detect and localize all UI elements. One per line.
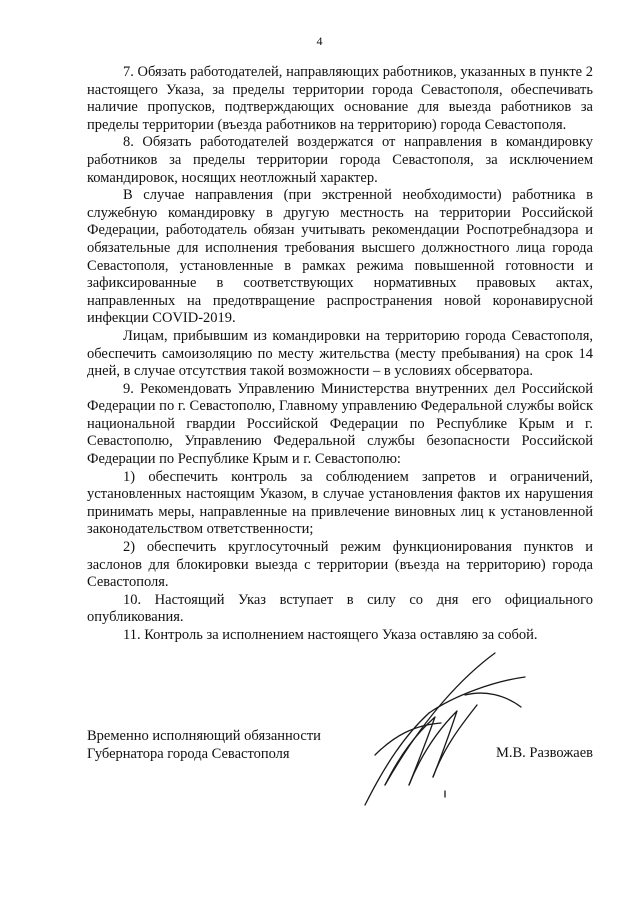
paragraph-11: 11. Контроль за исполнением настоящего Указа оставляю за собой. [123, 627, 538, 643]
paragraph-8-business-trip: В случае направления (при экстренной необходимости) работника в служебную командировку в другую местность на территории Российской Федерации, работодатель обязан учитывать рекомендации Роспотребнадзора и обязательные для исполнения требования высшего должностного лица города Севастополя, установленные в рамках режима повышенной готовности и зафиксированные в соответствующих нормативных правовых актах, направленных на предотвращение распространения новой коронавирусной инфекции COVID-2019. [87, 187, 593, 327]
signature-block [87, 728, 593, 788]
signer-name: М.В. Развожаев [495, 745, 593, 761]
page-number: 4 [316, 34, 323, 48]
paragraph-9-item-2: 2) обеспечить круглосуточный режим функционирования пунктов и заслонов для блокировки выезда с территории (въезда на территорию) города Севастополя. [87, 539, 593, 591]
signer-title [87, 728, 387, 763]
paragraph-9: 9. Рекомендовать Управлению Министерства внутренних дел Российской Федерации по г. Севастополю, Главному управлению Федеральной службы войск национальной гвардии Российской Федерации по Республике Крым и г. Севастополю, Управлению Федеральной службы безопасности Российской Федерации по Республике Крым и г. Севастополю: [87, 380, 593, 468]
signer-title-line-1: Временно исполняющий обязанности [87, 728, 321, 744]
paragraph-8-self-isolation: Лицам, прибывшим из командировки на территорию города Севастополя, обеспечить самоизоляцию по месту жительства (месту пребывания) на срок 14 дней, в случае отсутствия такой возможности – в условиях обсерватора. [87, 327, 593, 380]
signer-title-line-2: Губернатора города Севастополя [87, 745, 290, 762]
paragraph-8: 8. Обязать работодателей воздержатся от направления в командировку работников за пределы территории города Севастополя, за исключением командировок, носящих неотложный характер. [87, 134, 593, 186]
paragraph-7: 7. Обязать работодателей, направляющих работников, указанных в пункте 2 настоящего Указа, за пределы территории города Севастополя, обеспечивать наличие пропусков, подтверждающих основание для выезда работников за пределы территории (въезда работников на территорию) города Севастополя. [87, 64, 593, 133]
document-body [87, 64, 593, 645]
handwritten-signature [345, 635, 545, 815]
paragraph-9-item-1: 1) обеспечить контроль за соблюдением запретов и ограничений, установленных настоящим Указом, в случае установления фактов их нарушения принимать меры, направленные на привлечение виновных лиц к установленной законодательством ответственности; [87, 468, 593, 538]
paragraph-10: 10. Настоящий Указ вступает в силу со дня его официального опубликования. [87, 591, 593, 626]
